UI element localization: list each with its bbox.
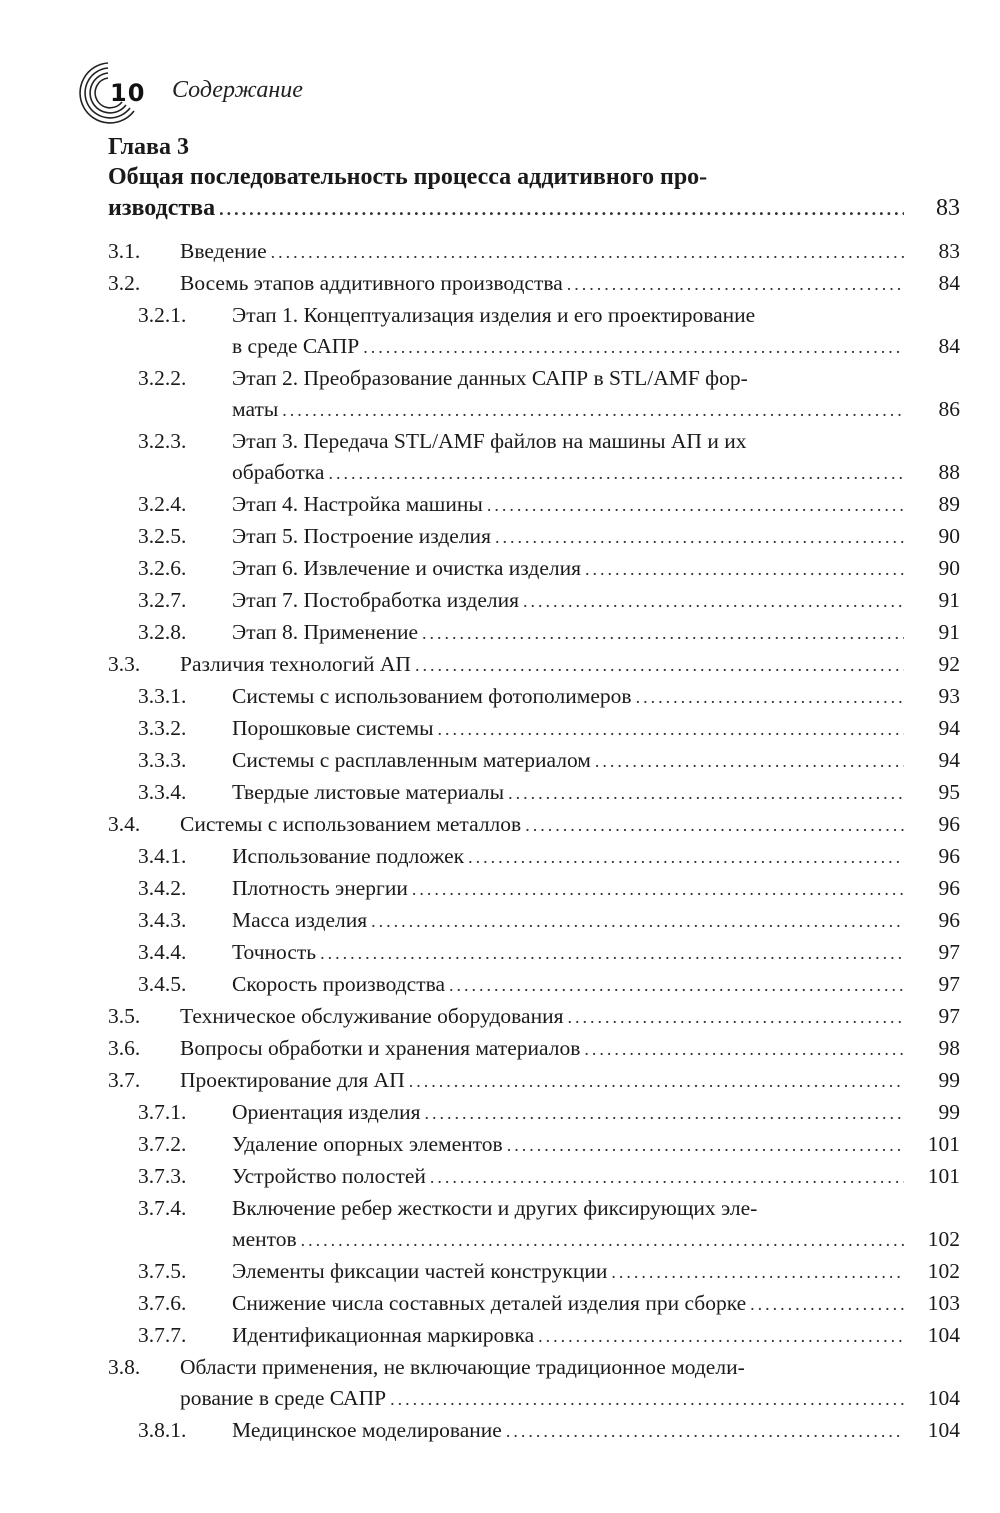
table-of-contents: [108, 236, 960, 1447]
dot-leader: [506, 1416, 904, 1447]
section-number: 3.3.: [108, 652, 141, 676]
toc-entry[interactable]: [108, 1033, 960, 1065]
section-title: Системы с расплавленным материалом: [232, 748, 591, 772]
toc-entry[interactable]: [108, 1256, 960, 1288]
section-number: 3.8.: [108, 1355, 141, 1379]
toc-entry[interactable]: [108, 426, 960, 489]
section-title: Области применения, не включающие традиционное модели-: [180, 1355, 745, 1379]
page-ref: 97: [938, 972, 960, 996]
dot-leader: [636, 682, 904, 713]
dot-leader: [390, 1384, 904, 1415]
section-title: Различия технологий АП: [180, 652, 411, 676]
page-ref: 90: [938, 556, 960, 580]
toc-entry[interactable]: [108, 521, 960, 553]
dot-leader: [449, 970, 904, 1001]
section-title: Масса изделия: [232, 908, 368, 932]
dot-leader: [495, 522, 904, 553]
toc-entry[interactable]: [108, 1097, 960, 1129]
toc-entry[interactable]: [108, 553, 960, 585]
page-ref: 91: [938, 620, 960, 644]
section-number: 3.2.7.: [138, 588, 187, 612]
section-number: 3.2.8.: [138, 620, 187, 644]
page-ref: 104: [927, 1418, 960, 1442]
chapter-heading: [108, 132, 960, 225]
section-number: 3.4.1.: [138, 844, 187, 868]
dot-leader: [425, 1098, 904, 1129]
toc-entry[interactable]: [108, 649, 960, 681]
dot-leader: [438, 714, 904, 745]
dot-leader: [409, 1066, 904, 1097]
section-number: 3.7.3.: [138, 1164, 187, 1188]
toc-entry[interactable]: [108, 713, 960, 745]
toc-entry[interactable]: [108, 1193, 960, 1256]
dot-leader: [525, 810, 904, 841]
section-title: Твердые листовые материалы: [232, 780, 505, 804]
section-number: 3.4.5.: [138, 972, 187, 996]
section-title: Этап 5. Построение изделия: [232, 524, 491, 548]
toc-entry[interactable]: [108, 1415, 960, 1447]
section-number: 3.5.: [108, 1004, 141, 1028]
toc-entry[interactable]: [108, 745, 960, 777]
toc-entry[interactable]: [108, 841, 960, 873]
dot-leader: [320, 938, 904, 969]
section-number: 3.1.: [108, 239, 141, 263]
toc-entry[interactable]: [108, 1065, 960, 1097]
page-ref: 91: [938, 588, 960, 612]
section-title: Системы с использованием металлов: [180, 812, 522, 836]
page-ref: 98: [938, 1036, 960, 1060]
toc-entry[interactable]: [108, 873, 960, 905]
toc-entry[interactable]: [108, 363, 960, 426]
toc-entry[interactable]: [108, 937, 960, 969]
page-ref: 101: [927, 1132, 960, 1156]
dot-leader: [468, 842, 904, 873]
section-title: Восемь этапов аддитивного производства: [180, 271, 563, 295]
section-title: маты: [232, 397, 279, 421]
section-number: 3.7.6.: [138, 1291, 187, 1315]
dot-leader: [508, 778, 904, 809]
chapter-title-line: изводства: [108, 195, 216, 221]
page-number: 10: [110, 79, 146, 107]
section-title: рование в среде САПР: [180, 1386, 387, 1410]
section-title: Элементы фиксации частей конструкции: [232, 1259, 608, 1283]
section-number: 3.6.: [108, 1036, 141, 1060]
section-title: Вопросы обработки и хранения материалов: [180, 1036, 581, 1060]
section-number: 3.2.5.: [138, 524, 187, 548]
toc-entry[interactable]: [108, 1161, 960, 1193]
dot-leader: [422, 618, 904, 649]
page-ref: 104: [927, 1323, 960, 1347]
dot-leader: [219, 194, 904, 225]
toc-entry[interactable]: [108, 300, 960, 363]
page-ref: 94: [938, 748, 960, 772]
section-title: Этап 1. Концептуализация изделия и его проектирование: [232, 303, 756, 327]
page-ref: 101: [927, 1164, 960, 1188]
page-ref: 104: [927, 1386, 960, 1410]
section-title: Этап 6. Извлечение и очистка изделия: [232, 556, 581, 580]
page-ref: 83: [938, 239, 960, 263]
page-ref: 103: [927, 1291, 960, 1315]
page-ref: 96: [938, 908, 960, 932]
dot-leader: [430, 1162, 904, 1193]
page-ref: 84: [938, 334, 960, 358]
dot-leader: [567, 1002, 904, 1033]
page-ref: 96: [938, 876, 960, 900]
dot-leader: [371, 906, 904, 937]
section-number: 3.4.2.: [138, 876, 187, 900]
page-ref: 102: [927, 1227, 960, 1251]
page-ref: 90: [938, 524, 960, 548]
dot-leader: [415, 650, 904, 681]
dot-leader: [301, 1225, 904, 1256]
section-title: Этап 8. Применение: [232, 620, 419, 644]
section-title: Этап 2. Преобразование данных САПР в STL/AMF фор-: [232, 366, 748, 390]
section-title: Техническое обслуживание оборудования: [180, 1004, 564, 1028]
section-number: 3.2.2.: [138, 366, 187, 390]
section-number: 3.7.2.: [138, 1132, 187, 1156]
section-title: обработка: [232, 460, 325, 484]
section-title: Включение ребер жесткости и других фиксирующих эле-: [232, 1196, 758, 1220]
section-title: Снижение числа составных деталей изделия при сборке: [232, 1291, 747, 1315]
page-ref: 99: [938, 1068, 960, 1092]
section-title: Медицинское моделирование: [232, 1418, 502, 1442]
section-title: Ориентация изделия: [232, 1100, 421, 1124]
page-ref: 96: [938, 812, 960, 836]
dot-leader: [487, 490, 904, 521]
section-number: 3.2.: [108, 271, 141, 295]
section-number: 3.3.4.: [138, 780, 187, 804]
section-title: ментов: [232, 1227, 297, 1251]
section-title: Точность: [232, 940, 317, 964]
toc-entry[interactable]: [108, 681, 960, 713]
section-number: 3.2.4.: [138, 492, 187, 516]
section-number: 3.2.6.: [138, 556, 187, 580]
page-ref: 84: [938, 271, 960, 295]
section-title: Использование подложек: [232, 844, 465, 868]
section-number: 3.3.3.: [138, 748, 187, 772]
dot-leader: [328, 458, 904, 489]
page-ref: 83: [936, 195, 960, 221]
page-ref: 86: [938, 397, 960, 421]
section-number: 3.2.1.: [138, 303, 187, 327]
toc-entry[interactable]: [108, 236, 960, 268]
dot-leader: [584, 1034, 904, 1065]
section-title: Этап 7. Постобработка изделия: [232, 588, 519, 612]
dot-leader: [595, 746, 904, 777]
dot-leader: [363, 332, 904, 363]
page-ref: 88: [938, 460, 960, 484]
section-number: 3.3.2.: [138, 716, 187, 740]
section-title: в среде САПР: [232, 334, 360, 358]
toc-entry[interactable]: [108, 969, 960, 1001]
dot-leader: [282, 395, 904, 426]
section-title: Удаление опорных элементов: [232, 1132, 503, 1156]
dot-leader: [611, 1257, 904, 1288]
page-ref: 102: [927, 1259, 960, 1283]
chapter-title[interactable]: [108, 162, 960, 225]
toc-entry[interactable]: [108, 617, 960, 649]
section-title: Скорость производства: [232, 972, 446, 996]
page-ref: 89: [938, 492, 960, 516]
section-number: 3.7.4.: [138, 1196, 187, 1220]
page-ref: 92: [938, 652, 960, 676]
chapter-label: Глава 3: [108, 134, 189, 160]
section-title: Идентификационная маркировка: [232, 1323, 535, 1347]
chapter-title-line: Общая последовательность процесса аддитивного про-: [108, 164, 708, 190]
page-ref: 95: [938, 780, 960, 804]
section-number: 3.4.3.: [138, 908, 187, 932]
dot-leader: [412, 874, 904, 905]
section-title: Системы с использованием фотополимеров: [232, 684, 632, 708]
page-ref: 96: [938, 844, 960, 868]
section-title: Плотность энергии: [232, 876, 408, 900]
section-number: 3.4.: [108, 812, 141, 836]
section-title: Проектирование для АП: [180, 1068, 405, 1092]
toc-entry[interactable]: [108, 489, 960, 521]
toc-entry[interactable]: [108, 1129, 960, 1161]
section-title: Этап 4. Настройка машины: [232, 492, 483, 516]
dot-leader: [507, 1130, 904, 1161]
toc-entry[interactable]: [108, 585, 960, 617]
page-ref: 94: [938, 716, 960, 740]
dot-leader: [538, 1321, 904, 1352]
section-number: 3.7.1.: [138, 1100, 187, 1124]
toc-entry[interactable]: [108, 1288, 960, 1320]
section-title: Этап 3. Передача STL/AMF файлов на машины АП и их: [232, 429, 747, 453]
dot-leader: [567, 269, 904, 300]
section-number: 3.4.4.: [138, 940, 187, 964]
toc-entry[interactable]: [108, 1001, 960, 1033]
dot-leader: [750, 1289, 904, 1320]
toc-entry[interactable]: [108, 777, 960, 809]
section-number: 3.7.5.: [138, 1259, 187, 1283]
page-ref: 97: [938, 940, 960, 964]
section-number: 3.2.3.: [138, 429, 187, 453]
section-title: Устройство полостей: [232, 1164, 426, 1188]
toc-entry[interactable]: [108, 1320, 960, 1352]
section-title: Введение: [180, 239, 267, 263]
page-ref: 99: [938, 1100, 960, 1124]
toc-entry[interactable]: [108, 268, 960, 300]
page-ref: 93: [938, 684, 960, 708]
section-number: 3.7.: [108, 1068, 141, 1092]
toc-entry[interactable]: [108, 1352, 960, 1415]
page-ref: 97: [938, 1004, 960, 1028]
page-header: [72, 57, 472, 129]
section-title: Порошковые системы: [232, 716, 434, 740]
section-number: 3.8.1.: [138, 1418, 187, 1442]
dot-leader: [585, 554, 904, 585]
dot-leader: [271, 237, 904, 268]
toc-entry[interactable]: [108, 905, 960, 937]
dot-leader: [523, 586, 904, 617]
section-number: 3.7.7.: [138, 1323, 187, 1347]
section-number: 3.3.1.: [138, 684, 187, 708]
running-title: Содержание: [172, 77, 303, 103]
toc-entry[interactable]: [108, 809, 960, 841]
